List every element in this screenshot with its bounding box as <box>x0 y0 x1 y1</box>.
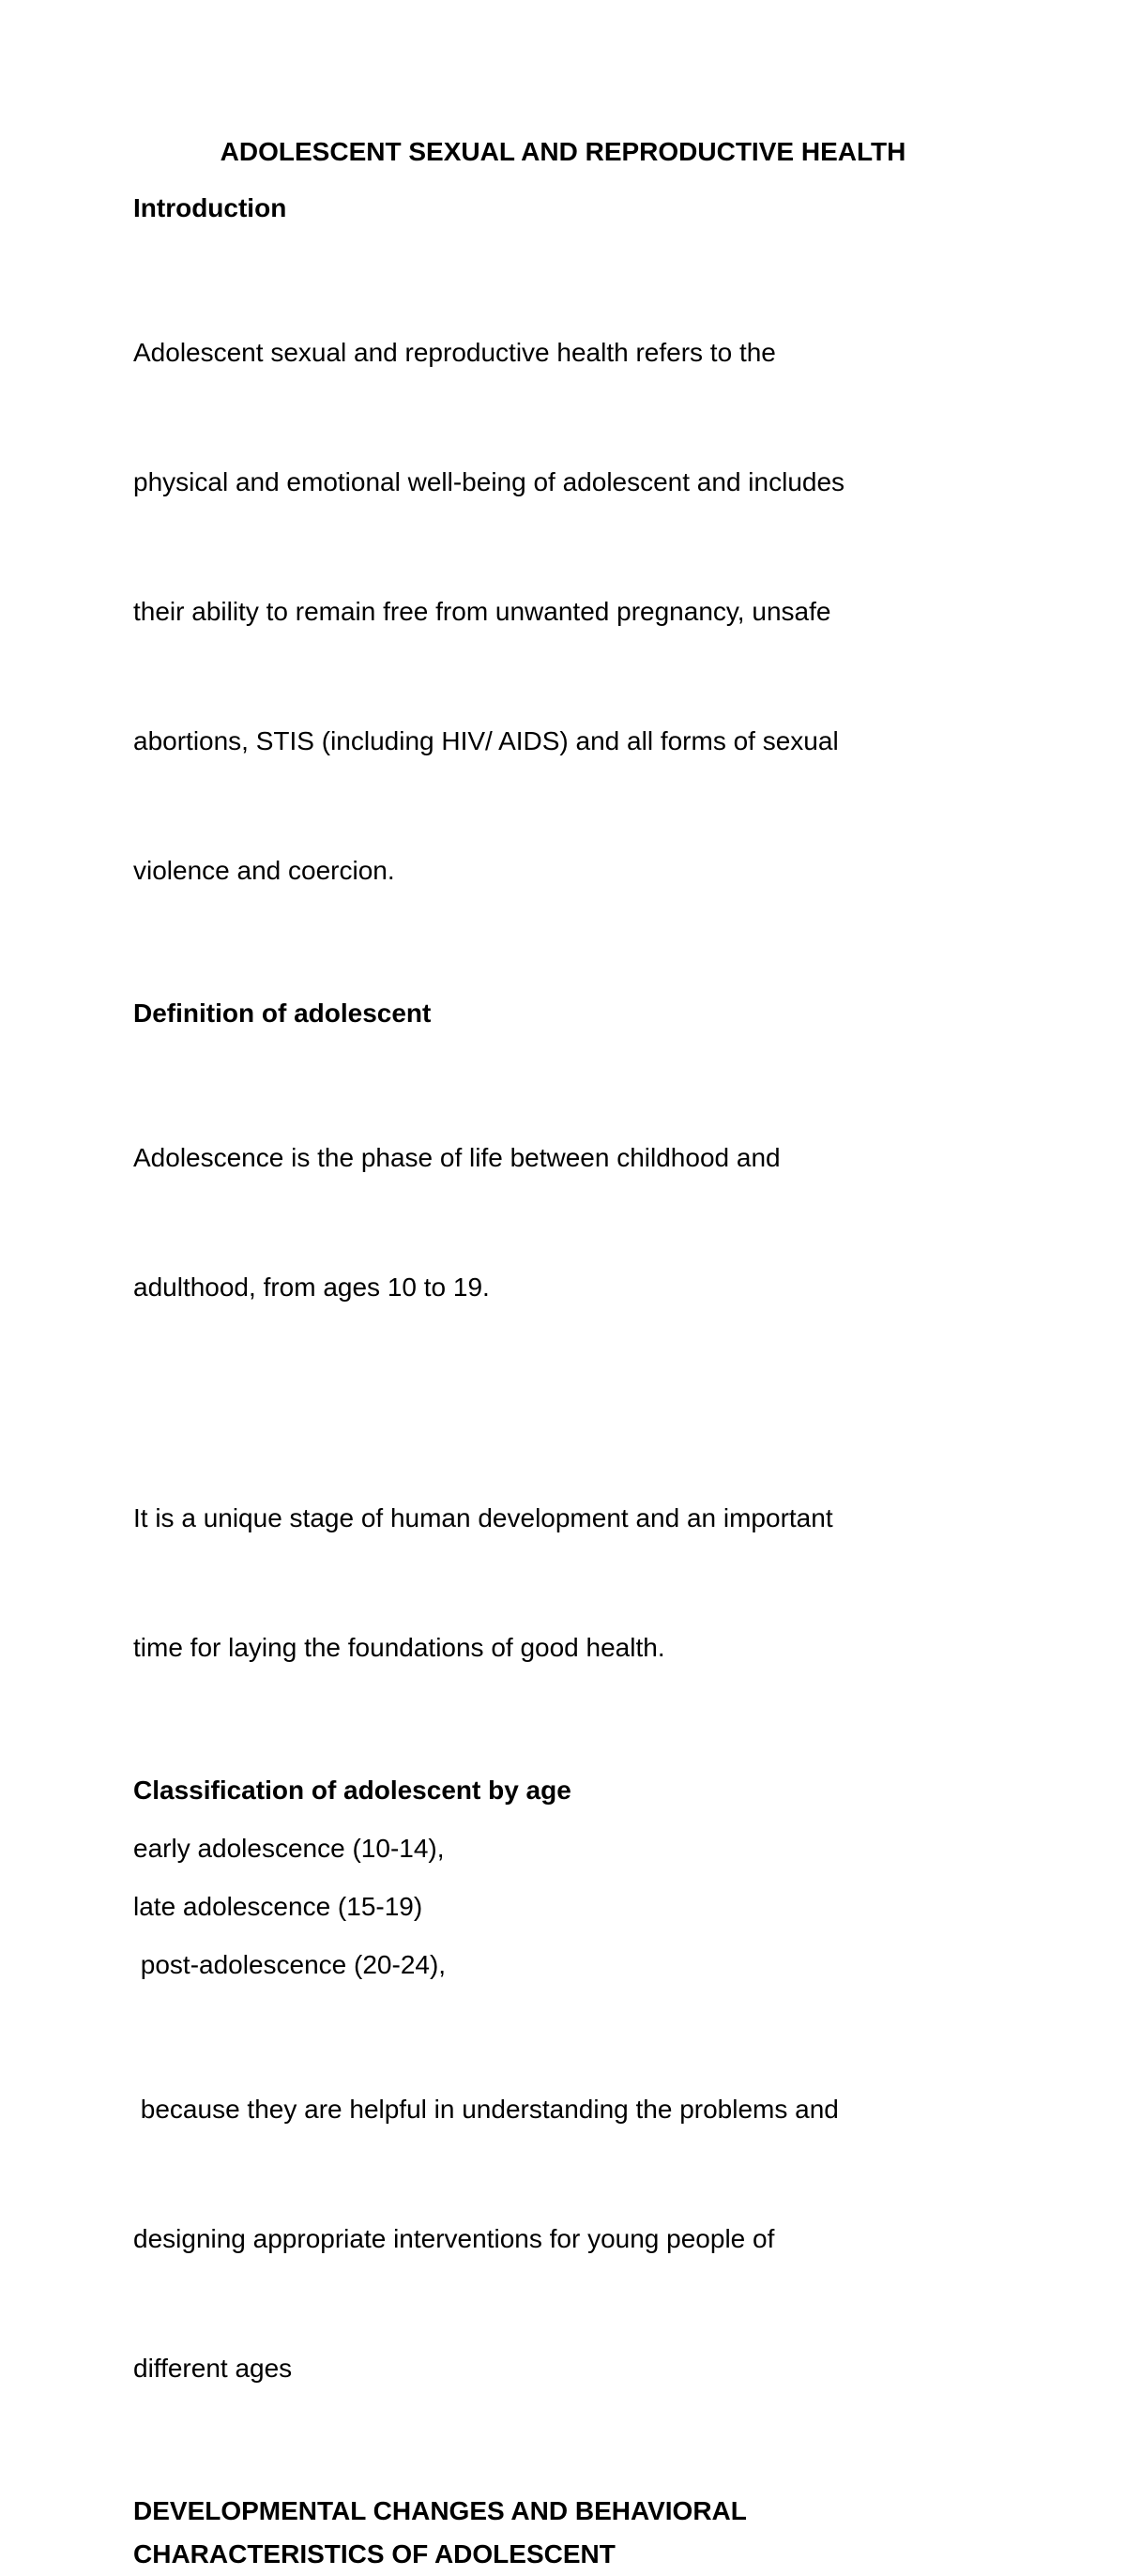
developmental-heading <box>133 2490 978 2576</box>
classification-heading: Classification of adolescent by age <box>133 1776 571 1805</box>
definition-heading: Definition of adolescent <box>133 998 432 1028</box>
definition-line: adulthood, from ages 10 to 19. <box>133 1273 490 1302</box>
definition-paragraph-1 <box>133 1050 978 1395</box>
introduction-line: Adolescent sexual and reproductive health refers to the <box>133 338 776 367</box>
introduction-line: violence and coercion. <box>133 856 395 885</box>
classification-note-line: designing appropriate interventions for young people of <box>133 2224 775 2253</box>
introduction-line: abortions, STIS (including HIV/ AIDS) and all forms of sexual <box>133 726 839 755</box>
classification-note-line: different ages <box>133 2354 293 2383</box>
developmental-heading-line: CHARACTERISTICS OF ADOLESCENT <box>133 2539 616 2568</box>
document-content <box>133 130 978 2576</box>
classification-item-early: early adolescence (10-14), <box>133 1834 445 1863</box>
classification-note <box>133 2002 978 2477</box>
classification-item-post: post-adolescence (20-24), <box>133 1950 447 1979</box>
definition-paragraph-2 <box>133 1410 978 1756</box>
classification-item-late: late adolescence (15-19) <box>133 1892 423 1921</box>
definition-line: time for laying the foundations of good health. <box>133 1633 665 1662</box>
introduction-heading: Introduction <box>133 193 287 222</box>
introduction-paragraph <box>133 245 978 979</box>
document-title: ADOLESCENT SEXUAL AND REPRODUCTIVE HEALTH <box>220 137 906 166</box>
developmental-heading-line: DEVELOPMENTAL CHANGES AND BEHAVIORAL <box>133 2496 747 2525</box>
definition-line: It is a unique stage of human development and an important <box>133 1503 833 1532</box>
introduction-line: physical and emotional well-being of adolescent and includes <box>133 467 845 496</box>
introduction-line: their ability to remain free from unwanted pregnancy, unsafe <box>133 597 831 626</box>
classification-note-line: because they are helpful in understanding the problems and <box>133 2095 839 2124</box>
definition-line: Adolescence is the phase of life between childhood and <box>133 1143 781 1172</box>
